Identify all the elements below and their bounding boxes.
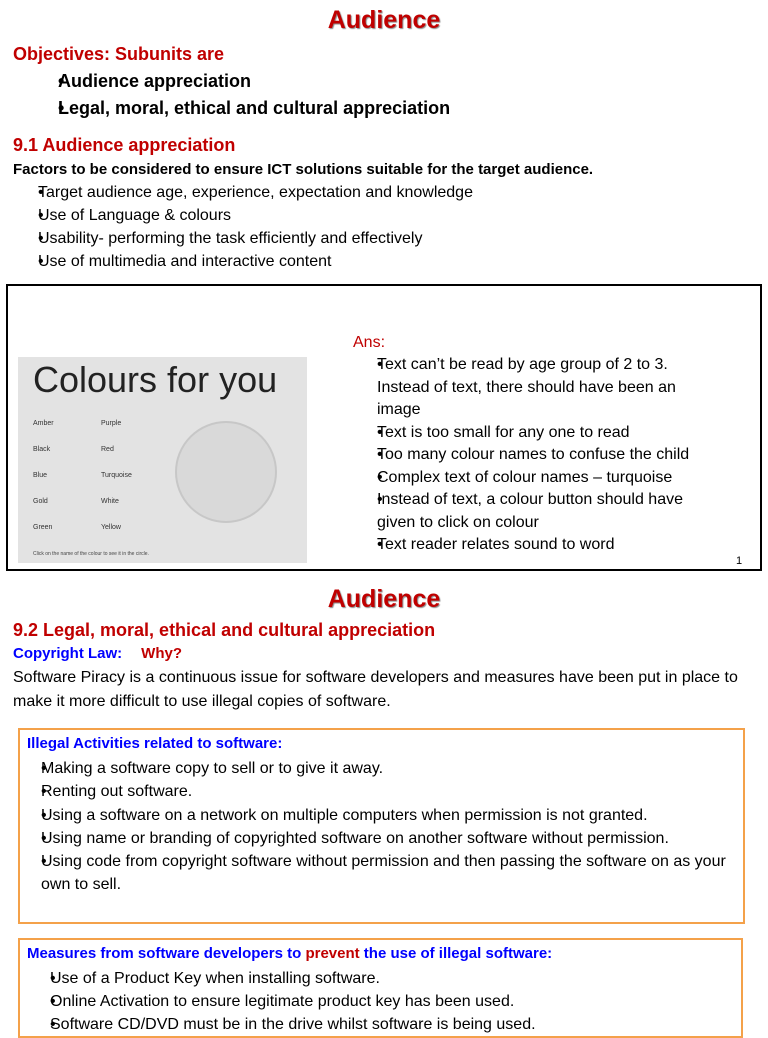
objective-item: • Audience appreciation	[35, 68, 450, 95]
factor-item: • Use of multimedia and interactive content	[13, 250, 753, 273]
colours-example-image	[18, 357, 307, 563]
colour-name: Gold	[33, 498, 48, 505]
page-number: 1	[736, 555, 743, 567]
copyright-label: Copyright Law:	[13, 645, 123, 662]
example-image-title: Colours for you	[33, 359, 278, 400]
answers-list	[353, 354, 723, 557]
colour-circle	[175, 421, 277, 523]
illegal-item: • Making a software copy to sell or to give it away.	[27, 757, 727, 780]
measure-item: • Online Activation to ensure legitimate product key has been used.	[27, 990, 727, 1013]
factor-item: • Target audience age, experience, expectation and knowledge	[13, 181, 753, 204]
slide1-heading: Audience	[327, 6, 441, 34]
why-label: Why?	[141, 645, 182, 662]
colour-name: Black	[33, 446, 51, 453]
illegal-item: • Using code from copyright software without permission and then passing the software on as your own to sell.	[27, 850, 727, 897]
colour-name: Turquoise	[101, 472, 132, 479]
answer-item: • Complex text of colour names – turquoise	[353, 467, 723, 490]
measure-item: • Software CD/DVD must be in the drive whilst software is being used.	[27, 1013, 727, 1036]
ans-label: Ans:	[353, 334, 386, 351]
factor-item: • Use of Language & colours	[13, 204, 753, 227]
illegal-activities-title: Illegal Activities related to software:	[27, 735, 283, 752]
section-title-9-1: 9.1 Audience appreciation	[13, 135, 236, 155]
answer-item: • Instead of text, a colour button should have given to click on colour	[353, 489, 723, 534]
colour-name: Blue	[33, 472, 48, 479]
answer-item: • Too many colour names to confuse the child	[353, 444, 723, 467]
example-instruction: Click on the name of the colour to see it in the circle.	[33, 551, 149, 557]
illegal-item: • Using a software on a network on multiple computers when permission is not granted.	[27, 804, 727, 827]
colour-name: Red	[101, 446, 114, 453]
measure-item: • Use of a Product Key when installing software.	[27, 967, 727, 990]
piracy-intro: Software Piracy is a continuous issue for software developers and measures have been put in place to make it more difficult to use illegal copies of software.	[13, 669, 738, 710]
answer-item: • Text reader relates sound to word	[353, 534, 723, 557]
copyright-heading	[13, 645, 182, 662]
colour-name: Green	[33, 524, 53, 531]
prevent-word: prevent	[305, 945, 360, 962]
factors-list	[13, 181, 753, 273]
answer-item: • Text can’t be read by age group of 2 to 3. Instead of text, there should have been an image	[353, 354, 723, 422]
objective-item: • Legal, moral, ethical and cultural appreciation	[35, 95, 450, 122]
slide2-heading: Audience	[327, 585, 441, 613]
colour-name: White	[101, 498, 119, 505]
answer-item: • Text is too small for any one to read	[353, 422, 723, 445]
colour-name: Amber	[33, 420, 54, 427]
illegal-item: • Renting out software.	[27, 780, 727, 803]
objectives-label: Objectives: Subunits are	[13, 44, 225, 64]
illegal-activities-list	[27, 757, 727, 897]
measures-title: Measures from software developers to prevent the use of illegal software:	[27, 945, 553, 962]
objectives-list	[35, 68, 450, 122]
factors-intro: Factors to be considered to ensure ICT solutions suitable for the target audience.	[13, 161, 594, 178]
illegal-item: • Using name or branding of copyrighted software on another software without permission.	[27, 827, 727, 850]
section-title-9-2: 9.2 Legal, moral, ethical and cultural appreciation	[13, 620, 436, 640]
colour-name: Purple	[101, 420, 122, 427]
measures-list	[27, 967, 727, 1036]
factor-item: • Usability- performing the task efficiently and effectively	[13, 227, 753, 250]
colour-name: Yellow	[101, 524, 121, 531]
